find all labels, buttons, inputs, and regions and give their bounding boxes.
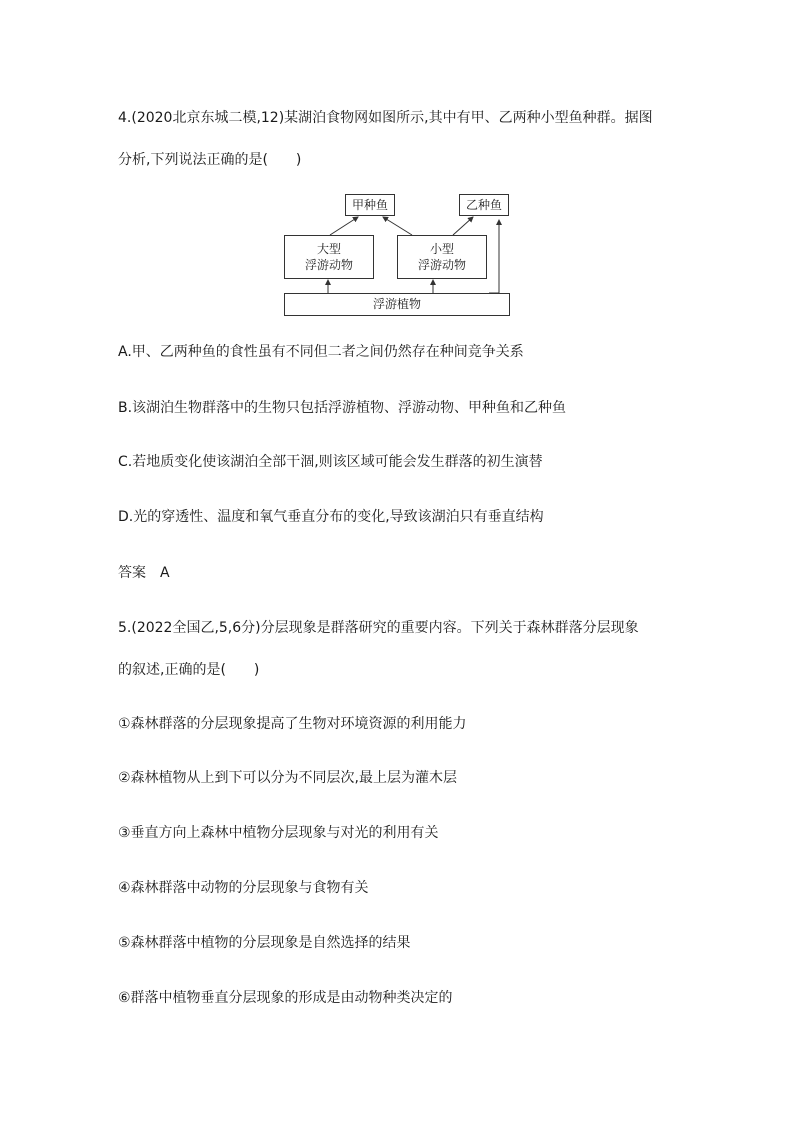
- q5-stem-line2: 的叙述,正确的是( ): [118, 662, 260, 678]
- small-zooplankton-box: [397, 235, 487, 279]
- q4-option-b: B.该湖泊生物群落中的生物只包括浮游植物、浮游动物、甲种鱼和乙种鱼: [118, 400, 567, 416]
- q5-item-2: ②森林植物从上到下可以分为不同层次,最上层为灌木层: [118, 770, 457, 786]
- q5-item-5: ⑤森林群落中植物的分层现象是自然选择的结果: [118, 935, 411, 951]
- q4-option-c: C.若地质变化使该湖泊全部干涸,则该区域可能会发生群落的初生演替: [118, 454, 543, 470]
- q5-item-4: ④森林群落中动物的分层现象与食物有关: [118, 880, 369, 896]
- small-zoo-line2: 浮游动物: [417, 258, 466, 272]
- fish-a-box: [345, 194, 395, 216]
- arrow-phyto-to-fish-b: [489, 220, 499, 293]
- q4-answer: 答案 A: [118, 565, 170, 581]
- q4-option-d: D.光的穿透性、温度和氧气垂直分布的变化,导致该湖泊只有垂直结构: [118, 509, 544, 525]
- q4-stem-line1: 4.(2020北京东城二模,12)某湖泊食物网如图所示,其中有甲、乙两种小型鱼种群。据图: [118, 110, 653, 126]
- phytoplankton-label: 浮游植物: [372, 297, 421, 311]
- arrow-large-zoo-to-fish-a: [330, 217, 358, 235]
- fish-a-label: 甲种鱼: [351, 198, 388, 212]
- small-zoo-line1: 小型: [429, 242, 454, 256]
- fish-b-box: [459, 194, 509, 216]
- q5-item-6: ⑥群落中植物垂直分层现象的形成是由动物种类决定的: [118, 990, 453, 1006]
- large-zooplankton-box: [284, 235, 374, 279]
- q5-item-1: ①森林群落的分层现象提高了生物对环境资源的利用能力: [118, 716, 467, 732]
- q4-stem-line2: 分析,下列说法正确的是( ): [118, 152, 302, 168]
- large-zoo-line2: 浮游动物: [304, 258, 353, 272]
- large-zoo-line1: 大型: [316, 242, 341, 256]
- phytoplankton-box: [284, 293, 510, 316]
- q5-stem-line1: 5.(2022全国乙,5,6分)分层现象是群落研究的重要内容。下列关于森林群落分层现象: [118, 620, 639, 636]
- fish-b-label: 乙种鱼: [465, 198, 502, 212]
- arrow-small-zoo-to-fish-b: [453, 217, 473, 235]
- arrow-small-zoo-to-fish-a: [383, 217, 412, 235]
- q5-item-3: ③垂直方向上森林中植物分层现象与对光的利用有关: [118, 825, 439, 841]
- q4-option-a: A.甲、乙两种鱼的食性虽有不同但二者之间仍然存在种间竞争关系: [118, 344, 524, 360]
